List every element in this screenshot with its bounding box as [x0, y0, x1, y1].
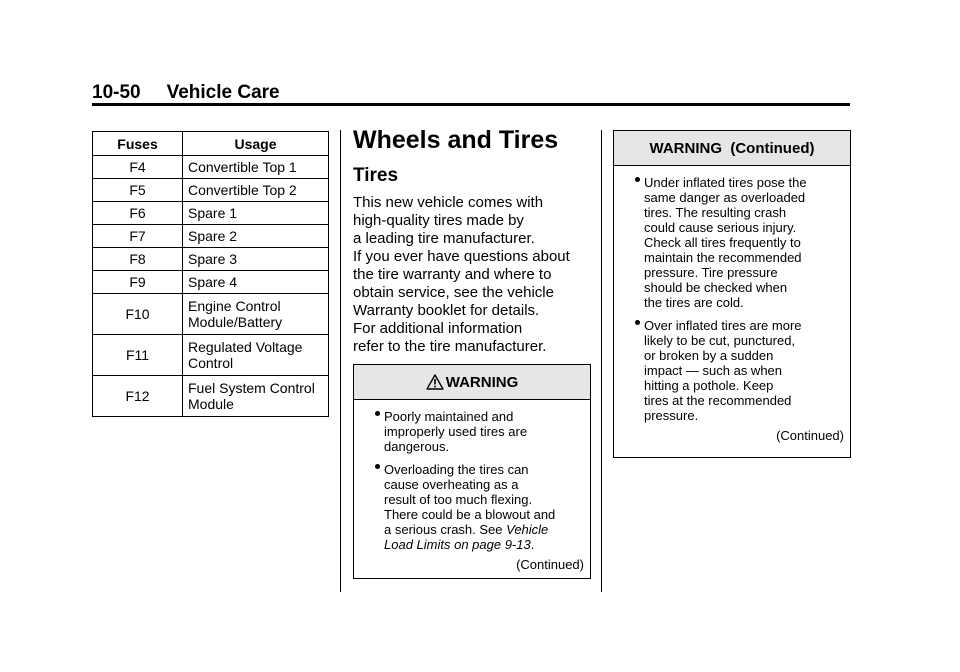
- warning-line: There could be a blowout and: [384, 507, 556, 522]
- usage-cell: Spare 4: [183, 271, 329, 294]
- list-item: [354, 462, 590, 552]
- table-row: [93, 294, 329, 335]
- warning-triangle-icon: [426, 374, 444, 390]
- warning-line: dangerous.: [384, 439, 450, 454]
- table-row: [93, 248, 329, 271]
- fuse-cell: F7: [93, 225, 183, 248]
- paragraph-line: obtain service, see the vehicle: [353, 284, 554, 301]
- table-row: [93, 376, 329, 417]
- fuse-table: [92, 131, 329, 417]
- usage-line: Control: [188, 355, 234, 371]
- bullet-icon: [375, 464, 380, 469]
- warning-line: Check all tires frequently to: [644, 235, 801, 250]
- continued-label: (Continued): [776, 428, 844, 443]
- warning-line: [384, 522, 582, 537]
- usage-cell: Spare 2: [183, 225, 329, 248]
- cross-reference-link[interactable]: Load Limits on page 9-13: [384, 537, 531, 552]
- paragraph-line: high-quality tires made by: [353, 212, 524, 229]
- warning-line: should be checked when: [644, 280, 788, 295]
- warning-header: [354, 365, 590, 400]
- warning-line: Under inflated tires pose the: [644, 175, 807, 190]
- fuse-cell: F9: [93, 271, 183, 294]
- header-rule: [92, 103, 850, 106]
- paragraph-line: refer to the tire manufacturer.: [353, 338, 547, 355]
- table-row: [93, 156, 329, 179]
- table-row: [93, 335, 329, 376]
- warning-line: the tires are cold.: [644, 295, 744, 310]
- warning-line: likely to be cut, punctured,: [644, 333, 796, 348]
- usage-cell: [183, 376, 329, 417]
- usage-line: Engine Control: [188, 298, 281, 314]
- fuse-cell: F5: [93, 179, 183, 202]
- warning-line: tires at the recommended: [644, 393, 792, 408]
- fuse-cell: F10: [93, 294, 183, 335]
- warning-title: WARNING: [445, 373, 519, 391]
- warning-line: cause overheating as a: [384, 477, 519, 492]
- usage-line: Regulated Voltage: [188, 339, 303, 355]
- paragraph-line: Warranty booklet for details.: [353, 302, 540, 319]
- fuse-cell: F11: [93, 335, 183, 376]
- paragraph-line: the tire warranty and where to: [353, 266, 552, 283]
- usage-cell: Spare 1: [183, 202, 329, 225]
- warning-text: .: [530, 537, 535, 552]
- table-row: [93, 179, 329, 202]
- subsection-heading: Tires: [353, 165, 399, 186]
- warning-header: [614, 131, 850, 166]
- warning-line: hitting a pothole. Keep: [644, 378, 774, 393]
- fuse-cell: F12: [93, 376, 183, 417]
- section-heading: Wheels and Tires: [353, 126, 559, 154]
- paragraph-line: For additional information: [353, 320, 523, 337]
- warning-line: maintain the recommended: [644, 250, 802, 265]
- warning-line: pressure. Tire pressure: [644, 265, 778, 280]
- warning-box: [353, 364, 591, 579]
- usage-cell: Convertible Top 2: [183, 179, 329, 202]
- page-header: [92, 82, 280, 104]
- usage-cell: [183, 335, 329, 376]
- bullet-icon: [375, 411, 380, 416]
- list-item: [354, 409, 590, 454]
- warning-line: pressure.: [644, 408, 699, 423]
- bullet-icon: [635, 177, 640, 182]
- bullet-icon: [635, 320, 640, 325]
- warning-line: improperly used tires are: [384, 424, 528, 439]
- warning-line: Poorly maintained and: [384, 409, 514, 424]
- warning-line: tires. The resulting crash: [644, 205, 787, 220]
- usage-line: Module: [188, 396, 234, 412]
- page-number: 10-50: [92, 82, 141, 103]
- warning-list: [614, 175, 850, 423]
- usage-cell: Spare 3: [183, 248, 329, 271]
- warning-list: [354, 409, 590, 552]
- fuse-cell: F4: [93, 156, 183, 179]
- table-row: [93, 202, 329, 225]
- usage-line: Module/Battery: [188, 314, 283, 330]
- usage-column-header: Usage: [183, 132, 329, 156]
- continued-label: (Continued): [516, 557, 584, 572]
- warning-line: impact — such as when: [644, 363, 783, 378]
- fuses-column-header: Fuses: [93, 132, 183, 156]
- fuse-table-header-row: [93, 132, 329, 156]
- warning-line: Overloading the tires can: [384, 462, 529, 477]
- tires-paragraph: [353, 194, 593, 356]
- table-row: [93, 225, 329, 248]
- table-row: [93, 271, 329, 294]
- warning-line: result of too much flexing.: [384, 492, 533, 507]
- warning-text: a serious crash. See: [384, 522, 507, 537]
- list-item: [614, 175, 850, 310]
- cross-reference-link[interactable]: Vehicle: [506, 522, 549, 537]
- fuse-cell: F8: [93, 248, 183, 271]
- usage-cell: [183, 294, 329, 335]
- column-divider: [340, 130, 341, 592]
- warning-line: same danger as overloaded: [644, 190, 806, 205]
- paragraph-line: If you ever have questions about: [353, 248, 570, 265]
- fuse-cell: F6: [93, 202, 183, 225]
- paragraph-line: This new vehicle comes with: [353, 194, 544, 211]
- warning-line: Over inflated tires are more: [644, 318, 802, 333]
- usage-cell: Convertible Top 1: [183, 156, 329, 179]
- warning-box-continued: [613, 130, 851, 458]
- list-item: [614, 318, 850, 423]
- usage-line: Fuel System Control: [188, 380, 315, 396]
- warning-title: WARNING (Continued): [649, 139, 815, 157]
- warning-line: or broken by a sudden: [644, 348, 774, 363]
- section-title: Vehicle Care: [166, 82, 280, 103]
- warning-line: [384, 537, 582, 552]
- column-divider: [601, 130, 602, 592]
- paragraph-line: a leading tire manufacturer.: [353, 230, 535, 247]
- warning-line: could cause serious injury.: [644, 220, 797, 235]
